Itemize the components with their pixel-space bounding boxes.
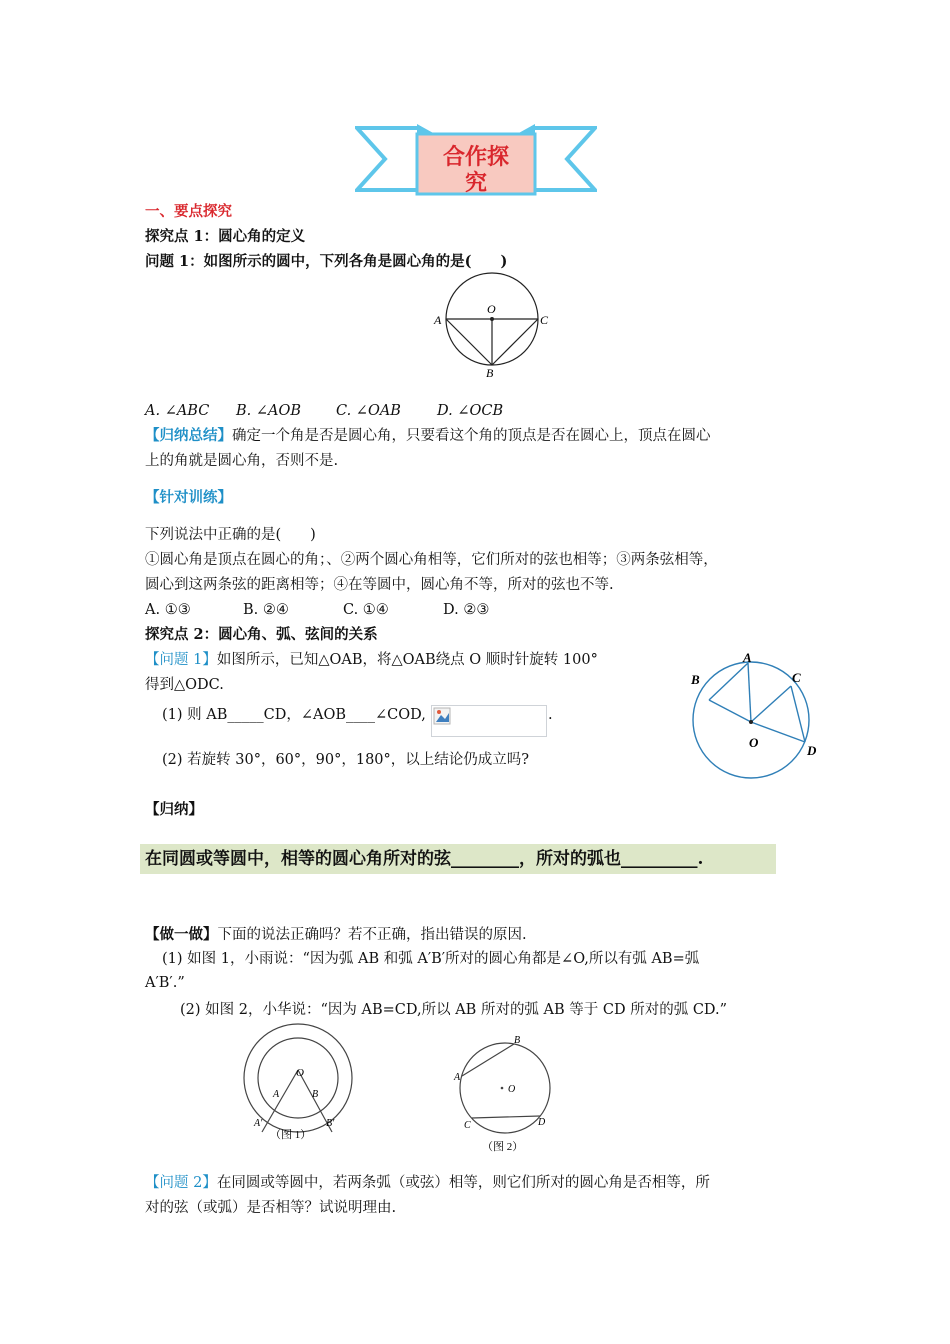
doit-line (145, 925, 527, 945)
doit-item1-line2: A′B′.” (145, 975, 185, 991)
image-icon (433, 707, 451, 725)
q2-line1 (145, 1173, 710, 1193)
q1-tag: 【问题 1】 (145, 652, 217, 668)
q1-text: 如图所示，已知△OAB，将△OAB绕点 O 顺时针旋转 100° (216, 652, 598, 668)
summary-text1: 确定一个角是否是圆心角，只要看这个角的顶点是否在圆心上，顶点在圆心 (232, 428, 711, 444)
training-tag: 【针对训练】 (145, 489, 232, 506)
doit-item2: (2) 如图 2，小华说：“因为 AB=CD,所以 AB 所对的弧 AB 等于 CD 所对的弧 CD.” (180, 1002, 728, 1018)
option-c: C. ∠OAB (336, 403, 401, 419)
banner-title-line2: 究 (464, 171, 488, 196)
training-line2: 圆心到这两条弦的距离相等；④在等圆中，圆心角不等，所对的弦也不等. (145, 577, 614, 593)
banner-title-line1: 合作探 (442, 145, 510, 170)
rot-label-O: O (749, 735, 759, 750)
label-A: A (434, 313, 442, 327)
point2-q1 (145, 650, 598, 670)
chord-label-D: D (538, 1117, 546, 1128)
chord-label-C: C (464, 1120, 471, 1131)
option-d: D. ∠OCB (437, 403, 504, 419)
circle-figure-1 (428, 272, 558, 384)
option-b: B. ∠AOB (236, 403, 302, 419)
rot-label-D: D (807, 743, 817, 758)
point2-part2: (2) 若旋转 30°，60°，90°，180°，以上结论仍成立吗? (162, 752, 530, 768)
chord-label-B: B (514, 1035, 521, 1046)
label-O: O (487, 302, 496, 316)
induction-tag: 【归纳】 (145, 801, 203, 818)
option-a: A. ∠ABC (145, 403, 210, 419)
q2-line2: 对的弦（或弧）是否相等？试说明理由. (145, 1200, 397, 1216)
doit-tag: 【做一做】 (145, 926, 218, 943)
rot-label-C: C (792, 670, 801, 685)
point1-heading: 探究点 1：圆心角的定义 (145, 228, 306, 245)
induction-statement: 在同圆或等圆中，相等的圆心角所对的弦________，所对的弧也_________. (145, 849, 704, 869)
conc-label-B2: B′ (326, 1118, 335, 1129)
question-text: 问题 1：如图所示的圆中，下列各角是圆心角的是( ) (145, 253, 508, 270)
point2-heading: 探究点 2：圆心角、弧、弦间的关系 (145, 626, 378, 643)
summary-tag: 【归纳总结】 (145, 427, 232, 444)
point2-q1-line2: 得到△ODC. (145, 677, 224, 693)
summary-line2: 上的角就是圆心角，否则不是. (145, 453, 339, 469)
summary-line1 (145, 426, 711, 446)
conc-label-O: O (296, 1067, 304, 1079)
rot-label-A: A (743, 650, 752, 665)
q2-text: 在同圆或等圆中，若两条弧（或弦）相等，则它们所对的圆心角是否相等，所 (216, 1175, 710, 1191)
doit-text: 下面的说法正确吗？若不正确，指出错误的原因. (217, 927, 527, 943)
doit-item1-line1: (1) 如图 1，小雨说：“因为弧 AB 和弧 A′B′所对的圆心角都是∠O,所以有弧 AB=弧 (162, 951, 700, 967)
training-question: 下列说法中正确的是( ) (145, 527, 316, 543)
part1-end: . (548, 707, 553, 723)
point1-question (145, 252, 507, 272)
title-banner (355, 120, 597, 198)
section-heading: 一、要点探究 (145, 203, 232, 220)
rot-label-B: B (691, 672, 700, 687)
training-option-a: A. ①③ (145, 602, 191, 618)
label-C: C (540, 313, 549, 327)
training-option-b: B. ②④ (243, 602, 289, 618)
conc-label-A2: A′ (254, 1118, 263, 1129)
training-line1: ①圆心角是顶点在圆心的角；、②两个圆心角相等，它们所对的弦也相等；③两条弦相等， (145, 552, 718, 568)
training-option-d: D. ②③ (443, 602, 490, 618)
rotation-figure (685, 648, 825, 784)
conc-label-A: A (273, 1089, 280, 1100)
label-B: B (486, 366, 494, 380)
fig2-caption: （图 2） (482, 1141, 524, 1153)
conc-label-B: B (312, 1089, 319, 1100)
concentric-figure (240, 1022, 360, 1142)
q2-tag: 【问题 2】 (145, 1175, 217, 1191)
answer-image-placeholder (431, 705, 547, 737)
fig1-caption: （图 1） (270, 1129, 312, 1141)
chord-figure (452, 1030, 562, 1154)
chord-label-A: A (454, 1072, 461, 1083)
training-option-c: C. ①④ (343, 602, 389, 618)
point2-part1: (1) 则 AB_____CD，∠AOB____∠COD, (162, 707, 426, 723)
chord-label-O: O (508, 1084, 516, 1095)
